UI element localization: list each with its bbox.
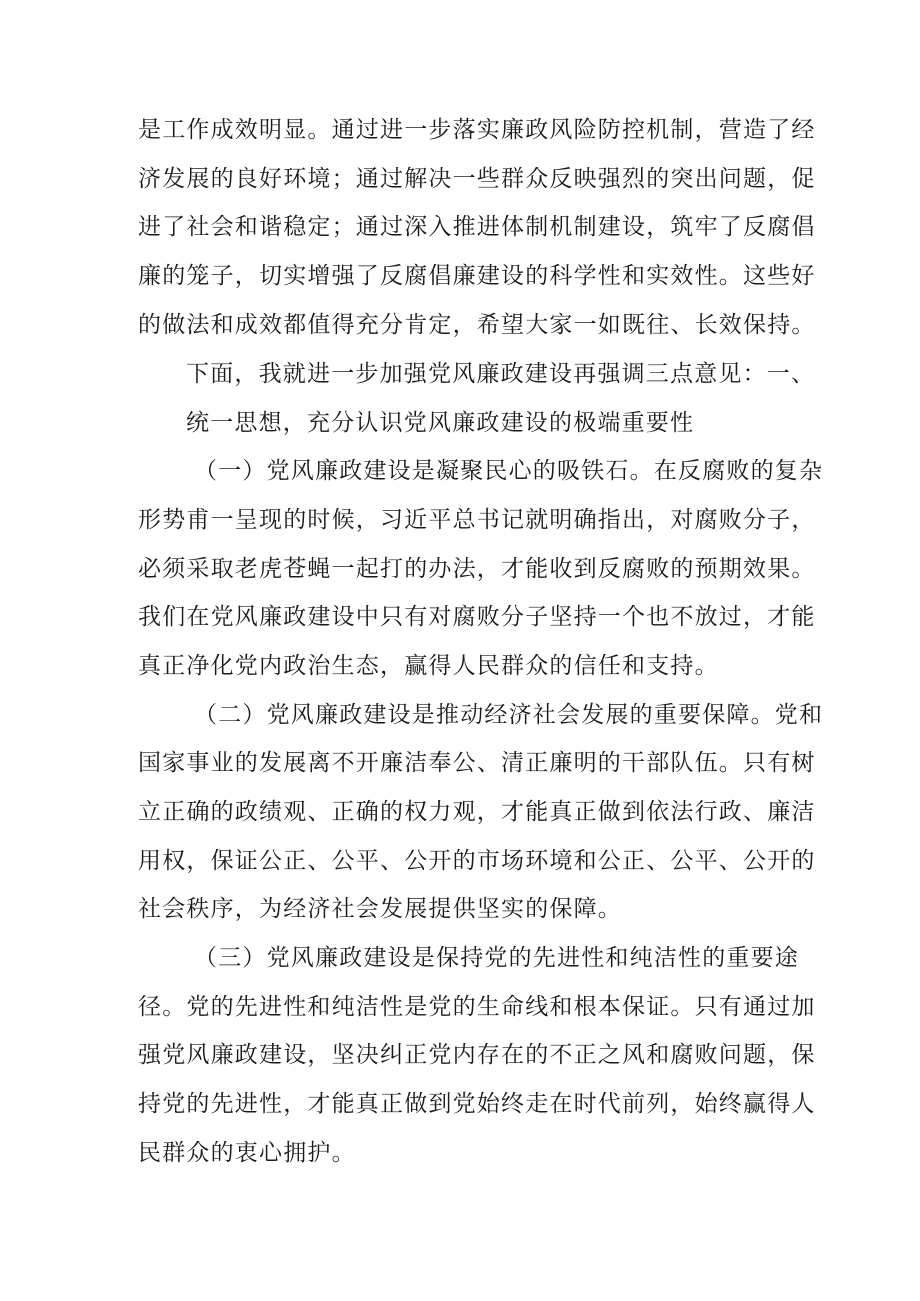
- paragraph-4-line-1: （二）党风廉政建设是推动经济社会发展的重要保障。党和: [194, 702, 824, 728]
- paragraph-3-line-5: 真正净化党内政治生态，赢得人民群众的信任和支持。: [138, 653, 719, 679]
- paragraph-1-line-1: 是工作成效明显。通过进一步落实廉政风险防控机制，营造了经: [138, 117, 816, 143]
- paragraph-1-line-4: 廉的笼子，切实增强了反腐倡廉建设的科学性和实效性。这些好: [138, 263, 816, 289]
- paragraph-5-line-4: 持党的先进性，才能真正做到党始终走在时代前列，始终赢得人: [138, 1091, 816, 1117]
- paragraph-5-line-5: 民群众的衷心拥护。: [138, 1140, 356, 1166]
- paragraph-3-line-4: 我们在党风廉政建设中只有对腐败分子坚持一个也不放过，才能: [138, 604, 816, 630]
- paragraph-3-line-2: 形势甫一呈现的时候，习近平总书记就明确指出，对腐败分子，: [138, 507, 816, 533]
- paragraph-3-line-3: 必须采取老虎苍蝇一起打的办法，才能收到反腐败的预期效果。: [138, 556, 816, 582]
- paragraph-1-line-3: 进了社会和谐稳定；通过深入推进体制机制建设，筑牢了反腐倡: [138, 214, 816, 240]
- section-heading-1: 统一思想，充分认识党风廉政建设的极端重要性: [186, 410, 695, 436]
- paragraph-1-line-2: 济发展的良好环境；通过解决一些群众反映强烈的突出问题，促: [138, 166, 816, 192]
- paragraph-4-line-4: 用权，保证公正、公平、公开的市场环境和公正、公平、公开的: [138, 848, 816, 874]
- paragraph-5-line-2: 径。党的先进性和纯洁性是党的生命线和根本保证。只有通过加: [138, 994, 816, 1020]
- paragraph-5-line-1: （三）党风廉政建设是保持党的先进性和纯洁性的重要途: [194, 945, 799, 971]
- paragraph-1-line-5: 的做法和成效都值得充分肯定，希望大家一如既往、长效保持。: [138, 312, 816, 338]
- paragraph-5-line-3: 强党风廉政建设，坚决纠正党内存在的不正之风和腐败问题，保: [138, 1042, 816, 1068]
- paragraph-4-line-3: 立正确的政绩观、正确的权力观，才能真正做到依法行政、廉洁: [138, 799, 816, 825]
- paragraph-4-line-5: 社会秩序，为经济社会发展提供坚实的保障。: [138, 896, 622, 922]
- paragraph-4-line-2: 国家事业的发展离不开廉洁奉公、清正廉明的干部队伍。只有树: [138, 750, 816, 776]
- paragraph-3-line-1: （一）党风廉政建设是凝聚民心的吸铁石。在反腐败的复杂: [194, 458, 824, 484]
- paragraph-2-line-1: 下面，我就进一步加强党风廉政建设再强调三点意见：一、: [186, 361, 816, 387]
